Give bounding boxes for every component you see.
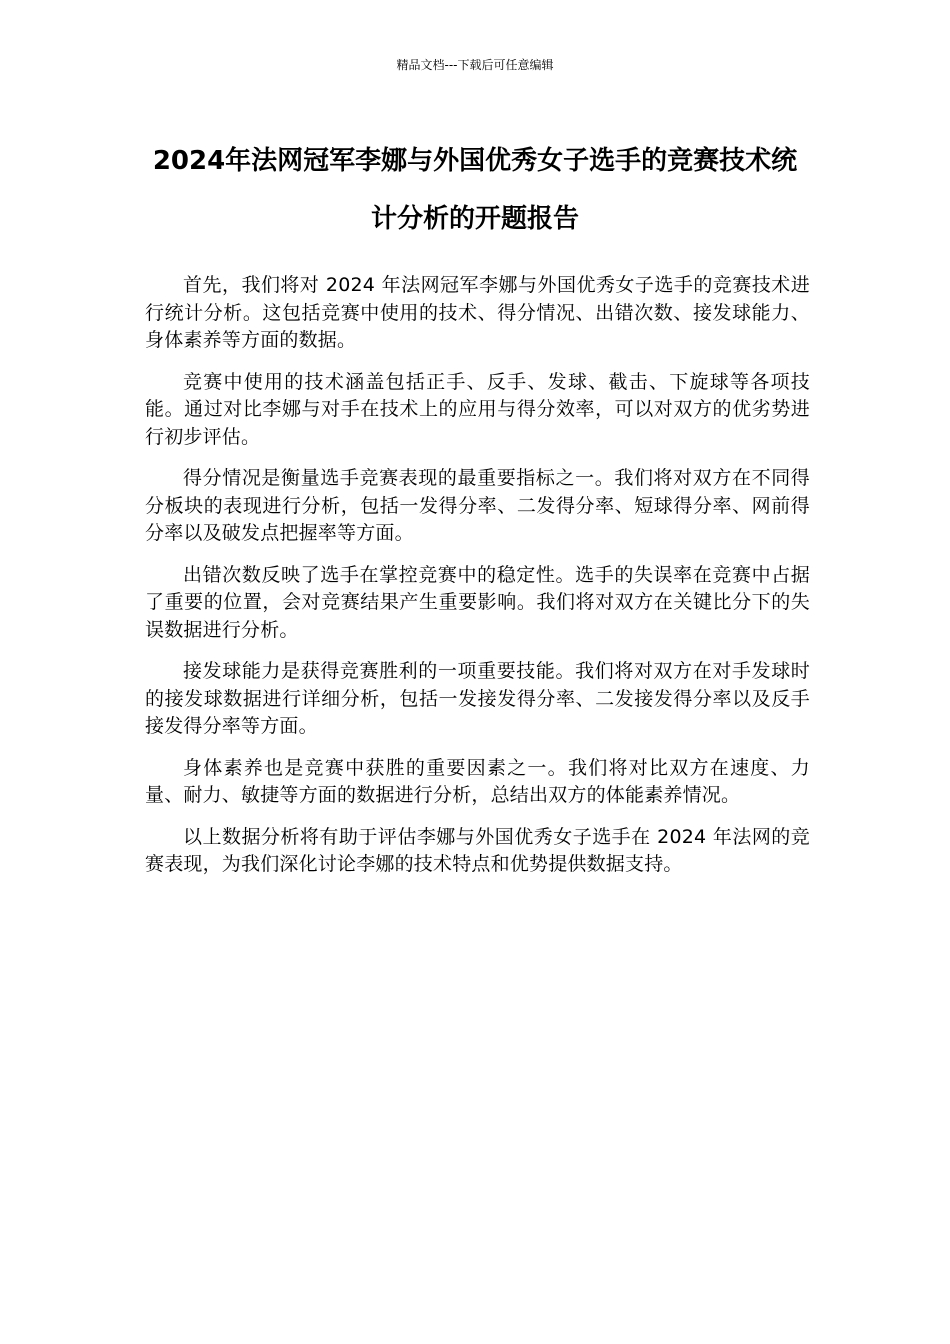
document-title: 2024年法网冠军李娜与外国优秀女子选手的竞赛技术统计分析的开题报告 (152, 146, 798, 234)
body-paragraph: 首先，我们将对 2024 年法网冠军李娜与外国优秀女子选手的竞赛技术进行统计分析。这包括竞赛中使用的技术、得分情况、出错次数、接发球能力、身体素养等方面的数据。 (145, 274, 810, 351)
body-paragraph: 竞赛中使用的技术涵盖包括正手、反手、发球、截击、下旋球等各项技能。通过对比李娜与对手在技术上的应用与得分效率，可以对双方的优劣势进行初步评估。 (145, 370, 810, 448)
header-note: 精品文档---下载后可任意编辑 (396, 58, 554, 72)
body-paragraph: 出错次数反映了选手在掌控竞赛中的稳定性。选手的失误率在竞赛中占据了重要的位置，会对竞赛结果产生重要影响。我们将对双方在关键比分下的失误数据进行分析。 (145, 563, 810, 641)
body-paragraph: 以上数据分析将有助于评估李娜与外国优秀女子选手在 2024 年法网的竞赛表现，为我们深化讨论李娜的技术特点和优势提供数据支持。 (145, 825, 810, 875)
body-paragraph: 身体素养也是竞赛中获胜的重要因素之一。我们将对比双方在速度、力量、耐力、敏捷等方面的数据进行分析，总结出双方的体能素养情况。 (145, 756, 810, 806)
body-paragraph: 接发球能力是获得竞赛胜利的一项重要技能。我们将对双方在对手发球时的接发球数据进行详细分析，包括一发接发得分率、二发接发得分率以及反手接发得分率等方面。 (145, 660, 810, 737)
document-body (145, 272, 810, 893)
body-paragraph: 得分情况是衡量选手竞赛表现的最重要指标之一。我们将对双方在不同得分板块的表现进行分析，包括一发得分率、二发得分率、短球得分率、网前得分率以及破发点把握率等方面。 (145, 467, 810, 544)
